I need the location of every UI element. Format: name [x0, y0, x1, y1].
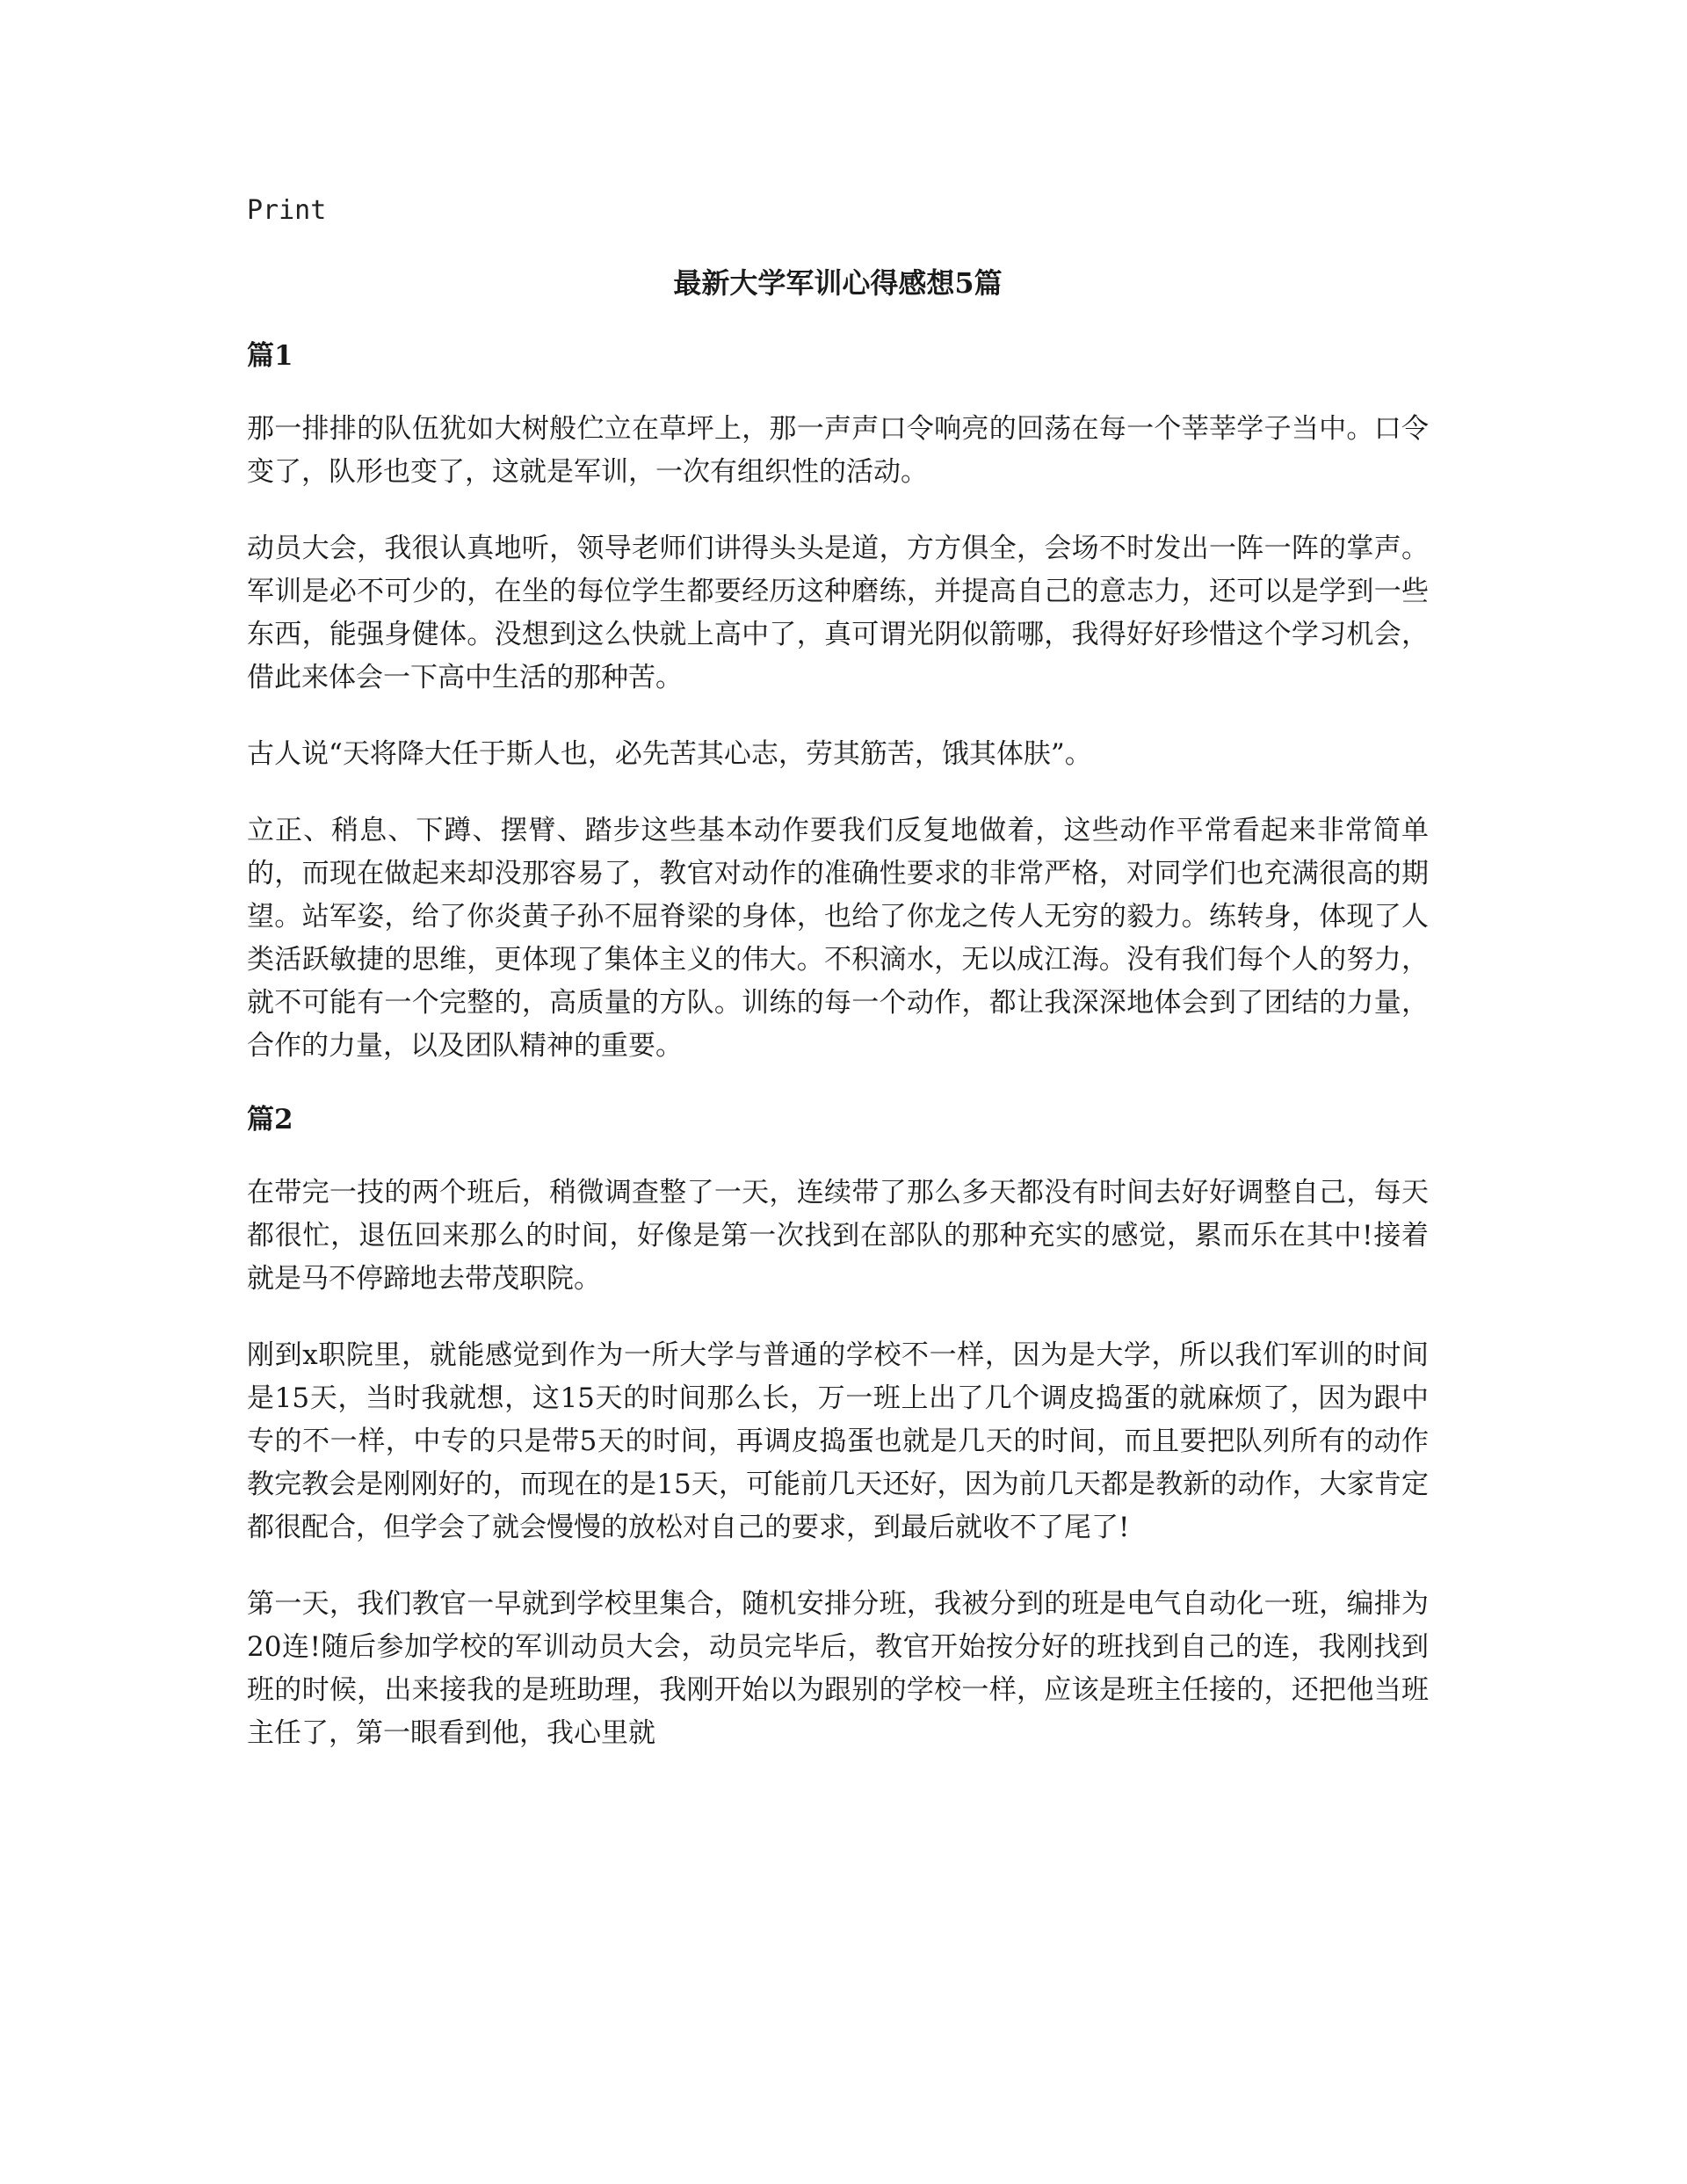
paragraph: 动员大会，我很认真地听，领导老师们讲得头头是道，方方俱全，会场不时发出一阵一阵的掌声。军训是必不可少的，在坐的每位学生都要经历这种磨练，并提高自己的意志力，还可以是学到一些东西，能强身健体。没想到这么快就上高中了，真可谓光阴似箭哪，我得好好珍惜这个学习机会，借此来体会一下高中生活的那种苦。	[247, 533, 1429, 693]
paragraph: 古人说“天将降大任于斯人也，必先苦其心志，劳其筋苦，饿其体肤”。	[247, 738, 1092, 770]
paragraph: 第一天，我们教官一早就到学校里集合，随机安排分班，我被分到的班是电气自动化一班，编排为20连!随后参加学校的军训动员大会，动员完毕后，教官开始按分好的班找到自己的连，我刚找到班的时候，出来接我的是班助理，我刚开始以为跟别的学校一样，应该是班主任接的，还把他当班主任了，第一眼看到他，我心里就	[247, 1588, 1429, 1749]
section-1	[247, 337, 1429, 1068]
print-label: Print	[247, 195, 327, 226]
section-heading: 篇1	[247, 340, 293, 372]
paragraph: 立正、稍息、下蹲、摆臂、踏步这些基本动作要我们反复地做着，这些动作平常看起来非常简单的，而现在做起来却没那容易了，教官对动作的准确性要求的非常严格，对同学们也充满很高的期望。站军姿，给了你炎黄子孙不屈脊梁的身体，也给了你龙之传人无穷的毅力。练转身，体现了人类活跃敏捷的思维，更体现了集体主义的伟大。不积滴水，无以成江海。没有我们每个人的努力，就不可能有一个完整的，高质量的方队。训练的每一个动作，都让我深深地体会到了团结的力量，合作的力量，以及团队精神的重要。	[247, 815, 1429, 1062]
paragraph: 刚到x职院里，就能感觉到作为一所大学与普通的学校不一样，因为是大学，所以我们军训的时间是15天，当时我就想，这15天的时间那么长，万一班上出了几个调皮捣蛋的就麻烦了，因为跟中专的不一样，中专的只是带5天的时间，再调皮捣蛋也就是几天的时间，而且要把队列所有的动作教完教会是刚刚好的，而现在的是15天，可能前几天还好，因为前几天都是教新的动作，大家肯定都很配合，但学会了就会慢慢的放松对自己的要求，到最后就收不了尾了!	[247, 1339, 1429, 1543]
paragraph: 那一排排的队伍犹如大树般伫立在草坪上，那一声声口令响亮的回荡在每一个莘莘学子当中。口令变了，队形也变了，这就是军训，一次有组织性的活动。	[247, 413, 1429, 488]
paragraph: 在带完一技的两个班后，稍微调查整了一天，连续带了那么多天都没有时间去好好调整自己，每天都很忙，退伍回来那么的时间，好像是第一次找到在部队的那种充实的感觉，累而乐在其中!接着就是马不停蹄地去带茂职院。	[247, 1177, 1429, 1295]
section-heading: 篇2	[247, 1104, 293, 1136]
document-page	[247, 193, 1429, 1755]
document-title: 最新大学军训心得感想5篇	[673, 266, 1003, 300]
section-2	[247, 1101, 1429, 1755]
